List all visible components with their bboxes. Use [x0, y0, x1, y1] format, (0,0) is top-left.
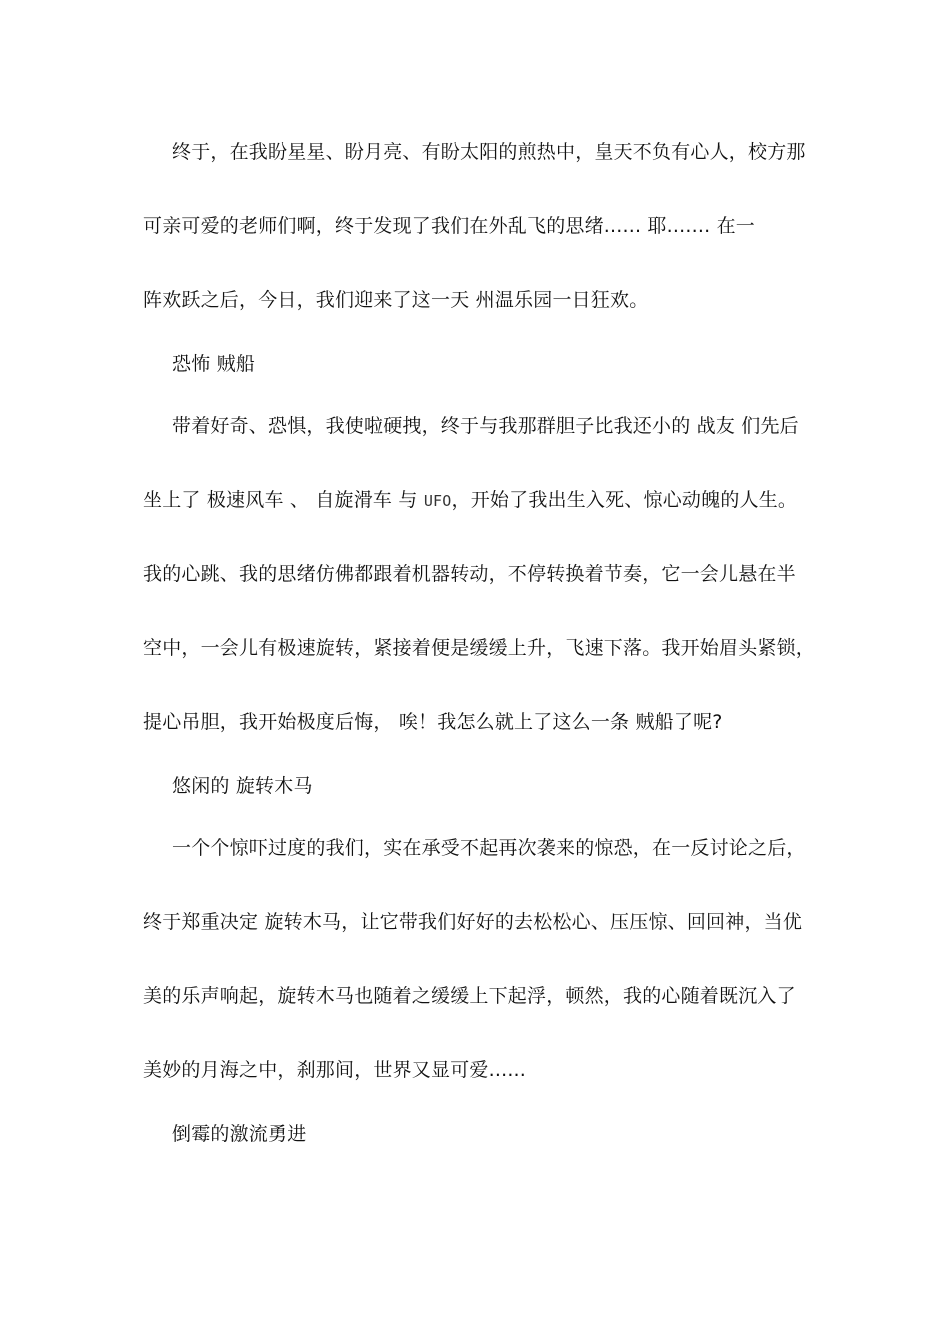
- paragraph-line: 提心吊胆，我开始极度后悔， 唉！我怎么就上了这么一条 贼船了呢?: [143, 711, 723, 733]
- paragraph-line: 终于，在我盼星星、盼月亮、有盼太阳的煎热中，皇天不负有心人，校方那: [172, 141, 806, 163]
- section-heading: 倒霉的激流勇进: [172, 1123, 307, 1145]
- paragraph-line: 可亲可爱的老师们啊，终于发现了我们在外乱飞的思绪...... 耶....... 在一: [143, 215, 755, 237]
- paragraph-line: 带着好奇、恐惧，我使啦硬拽，终于与我那群胆子比我还小的 战友 们先后: [172, 415, 799, 437]
- paragraph-line: 一个个惊吓过度的我们，实在承受不起再次袭来的惊恐，在一反讨论之后，: [172, 837, 806, 859]
- paragraph-line: [143, 486, 813, 515]
- section-heading: 悠闲的 旋转木马: [172, 775, 313, 797]
- paragraph-line: 空中，一会儿有极速旋转，紧接着便是缓缓上升，飞速下落。我开始眉头紧锁，: [143, 637, 816, 659]
- text-segment-ufo: UFO: [423, 492, 452, 510]
- paragraph-line: 终于郑重决定 旋转木马，让它带我们好好的去松松心、压压惊、回回神，当优: [143, 911, 803, 933]
- paragraph-line: 我的心跳、我的思绪仿佛都跟着机器转动，不停转换着节奏，它一会儿悬在半: [143, 563, 796, 585]
- text-segment: ，开始了我出生入死、惊心动魄的人生。: [451, 489, 798, 511]
- paragraph-line: 美的乐声响起，旋转木马也随着之缓缓上下起浮，顿然，我的心随着既沉入了: [143, 985, 796, 1007]
- paragraph-line: 阵欢跃之后，今日，我们迎来了这一天 州温乐园一日狂欢。: [143, 289, 649, 311]
- section-heading: 恐怖 贼船: [172, 353, 256, 375]
- paragraph-line: 美妙的月海之中，刹那间，世界又显可爱......: [143, 1059, 527, 1081]
- text-segment: 坐上了 极速风车 、 自旋滑车 与: [143, 489, 424, 511]
